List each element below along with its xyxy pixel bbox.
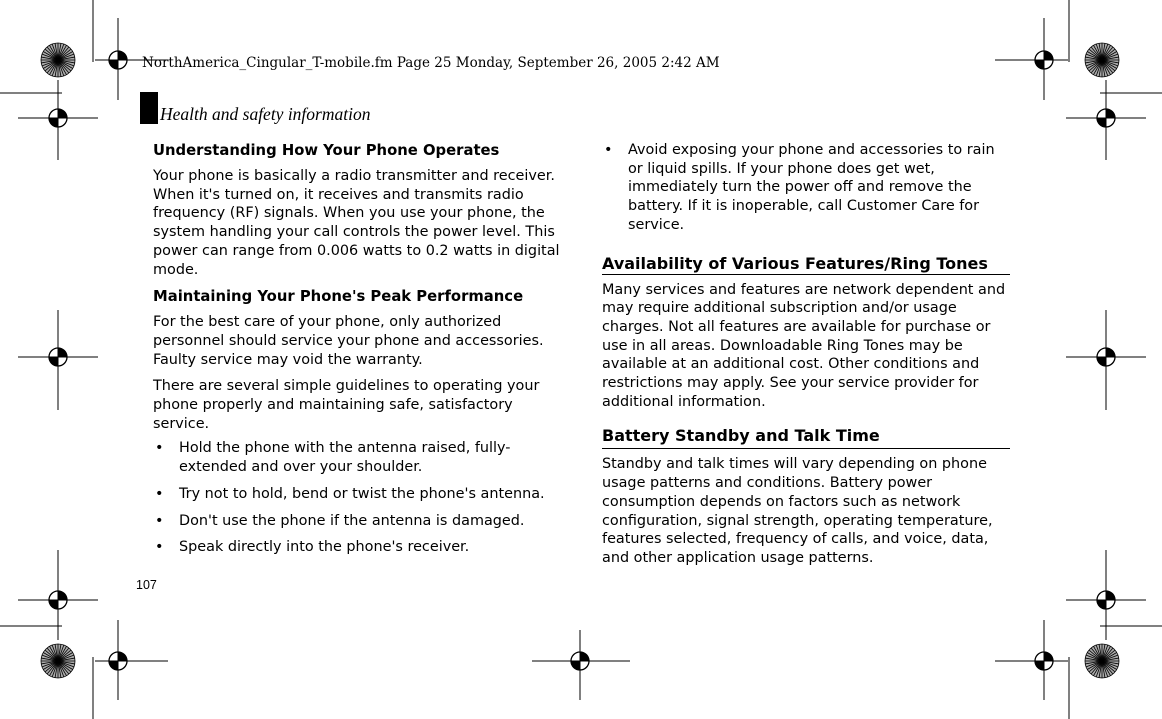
paragraph-features: Many services and features are network dependent and may require additional subscription and/or usage charges. Not all features are available for purchase or use in all areas. Downloadable Ring Tones may be available at an additional cost. Other conditions and restrictions may apply. See your service provider for additional information.	[602, 281, 1006, 410]
heading-phone-operates: Understanding How Your Phone Operates	[153, 142, 500, 159]
left-column	[153, 141, 563, 565]
paragraph-care: For the best care of your phone, only authorized personnel should service your phone and accessories. Faulty service may void the warranty.	[153, 314, 544, 368]
list-item	[153, 538, 563, 557]
list-item-text: Avoid exposing your phone and accessories to rain or liquid spills. If your phone does get wet, immediately turn the power off and remove the battery. If it is inoperable, call Customer Care for service.	[628, 142, 995, 233]
paragraph-battery: Standby and talk times will vary depending on phone usage patterns and conditions. Battery power consumption depends on factors such as network configuration, signal strength, operating temperature, features selected, frequency of calls, and voice, data, and other application usage patterns.	[602, 456, 993, 566]
heading-battery: Battery Standby and Talk Time	[602, 427, 1010, 449]
bullet-glyph: •	[155, 539, 164, 556]
section-title: Health and safety information	[160, 104, 371, 124]
bullet-glyph: •	[155, 485, 164, 502]
list-item-text: Speak directly into the phone's receiver.	[179, 539, 470, 556]
list-item-text: Don't use the phone if the antenna is damaged.	[179, 512, 525, 529]
file-info-header: NorthAmerica_Cingular_T-mobile.fm Page 25 Monday, September 26, 2005 2:42 AM	[142, 55, 720, 71]
section-title-bar	[140, 92, 158, 124]
heading-features-ring-tones: Availability of Various Features/Ring Tones	[602, 255, 1010, 275]
bullet-glyph: •	[155, 440, 164, 457]
list-item	[153, 439, 563, 476]
bullet-glyph: •	[604, 142, 613, 158]
list-item	[153, 485, 563, 504]
right-column	[602, 141, 1010, 576]
list-item-text: Hold the phone with the antenna raised, fully-extended and over your shoulder.	[179, 440, 511, 476]
list-item	[153, 512, 563, 531]
paragraph-guidelines: There are several simple guidelines to operating your phone properly and maintaining safe, satisfactory service.	[153, 378, 540, 432]
rain-list	[602, 141, 1010, 235]
page-number: 107	[136, 578, 157, 592]
paragraph-phone-operates: Your phone is basically a radio transmitter and receiver. When it's turned on, it receives and transmits radio frequency (RF) signals. When you use your phone, the system handling your call controls the power level. This power can range from 0.006 watts to 0.2 watts in digital mode.	[153, 168, 560, 278]
list-item	[602, 141, 1010, 235]
list-item-text: Try not to hold, bend or twist the phone's antenna.	[179, 485, 545, 502]
bullet-glyph: •	[155, 512, 164, 529]
heading-peak-performance: Maintaining Your Phone's Peak Performance	[153, 288, 524, 306]
guidelines-list	[153, 439, 563, 557]
